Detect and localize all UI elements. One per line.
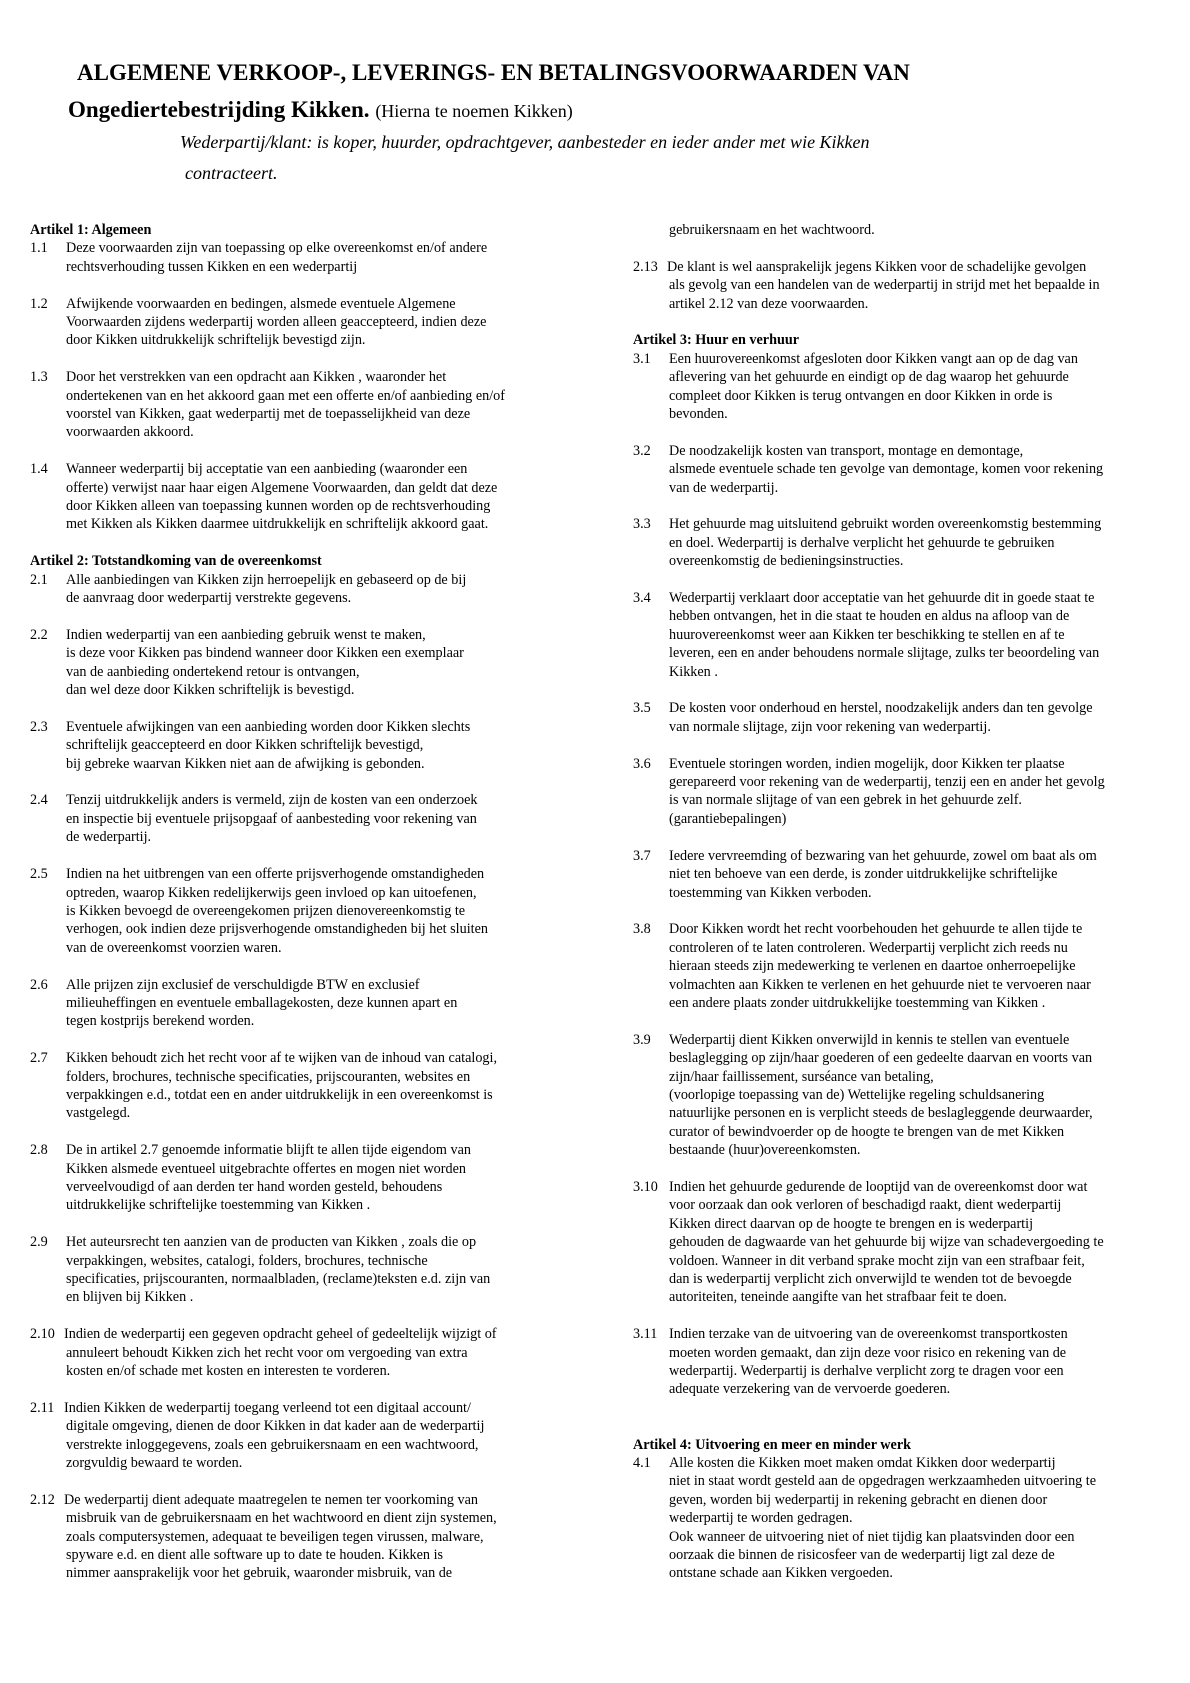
clause-line: zijn/haar faillissement, surséance van betaling,	[669, 1068, 934, 1085]
clause-line: De wederpartij dient adequate maatregelen te nemen ter voorkoming van	[64, 1491, 479, 1508]
clause-line: aflevering van het gehuurde en eindigt op de dag waarop het gehuurde	[669, 369, 1069, 386]
clause-2-1	[30, 571, 575, 608]
clause-line: Iedere vervreemding of bezwaring van het gehuurde, zowel om baat als om	[669, 847, 1097, 864]
company-alias: (Hierna te noemen Kikken)	[375, 101, 573, 121]
clause-line: ontstane schade aan Kikken vergoeden.	[669, 1565, 893, 1582]
clause-line: gebruikersnaam en het wachtwoord.	[669, 222, 875, 238]
clause-line: overeenkomstig de bedieningsinstructies.	[669, 553, 904, 570]
clause-line: voldoen. Wanneer in dit verband sprake mocht zijn van een strafbaar feit,	[669, 1252, 1085, 1269]
clause-number: 3.7	[633, 847, 651, 864]
clause-line: zoals computersystemen, adequaat te beveiligen tegen virussen, malware,	[66, 1528, 484, 1545]
clause-3-7	[633, 847, 1163, 902]
spacer	[633, 1417, 1163, 1435]
clause-line: bij gebreke waarvan Kikken niet aan de afwijking is gebonden.	[66, 755, 425, 772]
clause-number: 1.1	[30, 240, 48, 257]
clause-line: Kikken direct daarvan op de hoogte te brengen en is wederpartij	[669, 1215, 1034, 1232]
clause-line: alsmede eventuele schade ten gevolge van demontage, komen voor rekening	[669, 461, 1104, 478]
clause-4-1	[633, 1454, 1163, 1583]
clause-line: uitdrukkelijke schriftelijke toestemming van Kikken .	[66, 1197, 371, 1214]
clause-number: 3.5	[633, 700, 651, 717]
clause-line: Een huurovereenkomst afgesloten door Kikken vangt aan op de dag van	[669, 350, 1078, 367]
clause-2-8	[30, 1141, 575, 1215]
clause-2-3	[30, 718, 575, 773]
clause-line: volmachten aan Kikken te verlenen en het gehuurde niet te vervoeren naar	[669, 976, 1091, 993]
left-column	[30, 221, 575, 1601]
clause-line: wederpartij. Wederpartij is derhalve verplicht zorg te dragen voor een	[669, 1363, 1064, 1379]
clause-line: hieraan steeds zijn medewerking te verlenen en daartoe onherroepelijke	[669, 958, 1076, 975]
clause-line: Indien terzake van de uitvoering van de overeenkomst transportkosten	[669, 1326, 1068, 1343]
clause-2-6	[30, 976, 575, 1031]
clause-3-10	[633, 1178, 1163, 1307]
clause-number: 1.2	[30, 295, 48, 312]
clause-line: en blijven bij Kikken .	[66, 1289, 194, 1306]
clause-line: Wederpartij verklaart door acceptatie van het gehuurde dit in goede staat te	[669, 590, 1095, 607]
clause-line: (garantiebepalingen)	[669, 810, 787, 827]
clause-number: 2.9	[30, 1234, 48, 1251]
clause-line: Door Kikken wordt het recht voorbehouden het gehuurde te allen tijde te	[669, 921, 1083, 938]
right-column	[633, 221, 1163, 1601]
clause-line: hebben ontvangen, het in die staat te houden en aldus na afloop van de	[669, 608, 1070, 625]
clause-line: niet ten behoeve van een derde, is zonder uitdrukkelijke schriftelijke	[669, 866, 1058, 883]
clause-line: verpakkingen e.d., totdat een en ander uitdrukkelijk in een overeenkomst is	[66, 1086, 493, 1103]
clause-number: 2.3	[30, 718, 48, 735]
clause-line: van de overeenkomst voorzien waren.	[66, 939, 282, 956]
clause-line: dan wel deze door Kikken schriftelijk is bevestigd.	[66, 682, 355, 699]
company-title	[68, 95, 1128, 126]
clause-line: beslaglegging op zijn/haar goederen of een gedeelte daarvan en voorts van	[669, 1050, 1093, 1067]
clause-line: Wanneer wederpartij bij acceptatie van een aanbieding (waaronder een	[66, 461, 468, 478]
clause-line: De in artikel 2.7 genoemde informatie blijft te allen tijde eigendom van	[66, 1142, 472, 1159]
clause-line: moeten worden gemaakt, dan zijn deze voor risico en rekening van de	[669, 1344, 1067, 1361]
clause-number: 3.8	[633, 921, 651, 938]
clause-line: Het gehuurde mag uitsluitend gebruikt worden overeenkomstig bestemming	[669, 516, 1102, 533]
clause-2-2	[30, 626, 575, 700]
clause-line: is van normale slijtage of van een gebrek in het gehuurde zelf.	[669, 792, 1022, 809]
clause-line: Afwijkende voorwaarden en bedingen, alsmede eventuele Algemene	[66, 295, 456, 312]
clause-line: De noodzakelijk kosten van transport, montage en demontage,	[669, 442, 1024, 459]
clause-number: 3.2	[633, 442, 651, 459]
clause-line: voorwaarden akkoord.	[66, 424, 194, 441]
clause-line: niet in staat wordt gesteld aan de opgedragen werkzaamheden uitvoering te	[669, 1473, 1097, 1490]
clause-line: Indien de wederpartij een gegeven opdracht geheel of gedeeltelijk wijzigt of	[64, 1326, 497, 1343]
clause-number: 3.3	[633, 516, 651, 533]
clause-3-9	[633, 1031, 1163, 1160]
clause-1-1	[30, 239, 575, 276]
article-1-heading: Artikel 1: Algemeen	[30, 222, 152, 238]
clause-line: als gevolg van een handelen van de wederpartij in strijd met het bepaalde in	[669, 277, 1100, 294]
clause-line: is deze voor Kikken pas bindend wanneer door Kikken een exemplaar	[66, 645, 464, 662]
clause-line: verpakkingen, websites, catalogi, folders, brochures, technische	[66, 1252, 428, 1269]
clause-3-2	[633, 442, 1163, 497]
clause-line: Kikken alsmede eventueel uitgebrachte offertes en mogen niet worden	[66, 1160, 466, 1177]
clause-number: 2.5	[30, 866, 48, 883]
clause-line: een andere plaats zonder uitdrukkelijke toestemming van Kikken .	[669, 994, 1046, 1011]
clause-line: tegen kostprijs berekend worden.	[66, 1013, 255, 1030]
clause-line: is Kikken bevoegd de overeengekomen prijzen dienovereenkomstig te	[66, 902, 466, 919]
clause-line: Door het verstrekken van een opdracht aan Kikken , waaronder het	[66, 369, 447, 386]
clause-number: 2.4	[30, 792, 48, 809]
clause-line: van de wederpartij.	[669, 479, 779, 496]
clause-number: 2.11	[30, 1399, 55, 1416]
clause-line: digitale omgeving, dienen de door Kikken in dat kader aan de wederpartij	[66, 1418, 485, 1435]
clause-line: milieuheffingen en eventuele emballagekosten, deze kunnen apart en	[66, 994, 458, 1011]
clause-3-4	[633, 589, 1163, 681]
clause-3-5	[633, 699, 1163, 736]
article-2-heading: Artikel 2: Totstandkoming van de overeenkomst	[30, 553, 322, 570]
clause-number: 2.1	[30, 571, 48, 588]
clause-number: 2.6	[30, 976, 48, 993]
clause-line: de wederpartij.	[66, 829, 152, 846]
clause-line: door Kikken alleen van toepassing kunnen worden op de rechtsverhouding	[66, 498, 491, 515]
clause-line: schriftelijk geaccepteerd en door Kikken schriftelijk bevestigd,	[66, 737, 424, 754]
clause-line: Indien wederpartij van een aanbieding gebruik wenst te maken,	[66, 626, 426, 643]
clause-line: rechtsverhouding tussen Kikken en een wederpartij	[66, 258, 358, 275]
clause-line: Kikken .	[669, 663, 718, 680]
clause-line: Alle kosten die Kikken moet maken omdat Kikken door wederpartij	[669, 1455, 1056, 1471]
clause-1-2	[30, 295, 575, 350]
clause-line: dan is wederpartij verplicht zich onverwijld te wenden tot de bevoegde	[669, 1270, 1072, 1287]
clause-2-10	[30, 1325, 575, 1380]
clause-3-3	[633, 515, 1163, 570]
clause-line: Voorwaarden zijdens wederpartij worden alleen geaccepteerd, indien deze	[66, 314, 487, 331]
clause-3-11	[633, 1325, 1163, 1399]
clause-line: controleren of te laten controleren. Wederpartij verplicht zich reeds nu	[669, 939, 1068, 956]
clause-number: 1.4	[30, 461, 48, 478]
clause-line: verstrekte inloggegevens, zoals een gebruikersnaam en een wachtwoord,	[66, 1436, 479, 1453]
clause-line: Alle aanbiedingen van Kikken zijn herroepelijk en gebaseerd op de bij	[66, 571, 467, 588]
clause-line: geven, worden bij wederpartij in rekening gebracht en dienen door	[669, 1491, 1048, 1508]
company-name: Ongediertebestrijding Kikken.	[68, 97, 370, 122]
clause-line: van de aanbieding ondertekend retour is ontvangen,	[66, 663, 360, 680]
clause-line: annuleert behoudt Kikken zich het recht voor om vergoeding van extra	[66, 1344, 468, 1361]
clause-line: specificaties, prijscouranten, normaalbladen, (reclame)teksten e.d. zijn van	[66, 1270, 491, 1287]
clause-2-12-continued	[633, 221, 1163, 239]
clause-number: 2.8	[30, 1142, 48, 1159]
clause-number: 3.11	[633, 1326, 658, 1343]
clause-line: Indien na het uitbrengen van een offerte prijsverhogende omstandigheden	[66, 866, 485, 883]
clause-number: 2.10	[30, 1326, 55, 1343]
clause-2-12	[30, 1491, 575, 1583]
clause-line: door Kikken uitdrukkelijk schriftelijk bevestigd zijn.	[66, 332, 366, 349]
clause-line: huurovereenkomst weer aan Kikken ter beschikking te stellen en af te	[669, 626, 1065, 643]
clause-line: Ook wanneer de uitvoering niet of niet tijdig kan plaatsvinden door een	[669, 1528, 1075, 1545]
clause-3-1	[633, 350, 1163, 424]
clause-number: 1.3	[30, 369, 48, 386]
clause-2-5	[30, 865, 575, 957]
clause-line: vastgelegd.	[66, 1105, 131, 1122]
clause-2-7	[30, 1049, 575, 1123]
clause-line: misbruik van de gebruikersnaam en het wachtwoord en dient zijn systemen,	[66, 1510, 497, 1527]
clause-line: Eventuele storingen worden, indien mogelijk, door Kikken ter plaatse	[669, 755, 1065, 772]
clause-line: offerte) verwijst naar haar eigen Algemene Voorwaarden, dan geldt dat deze	[66, 479, 498, 496]
clause-line: toestemming van Kikken verboden.	[669, 884, 872, 901]
clause-line: nimmer aansprakelijk voor het gebruik, waaronder misbruik, van de	[66, 1565, 453, 1582]
clause-line: voorstel van Kikken, gaat wederpartij met de toepasselijkheid van deze	[66, 406, 471, 423]
clause-3-8	[633, 920, 1163, 1012]
intro-line: contracteert.	[185, 163, 278, 183]
clause-line: Tenzij uitdrukkelijk anders is vermeld, zijn de kosten van een onderzoek	[66, 792, 478, 809]
clause-line: Alle prijzen zijn exclusief de verschuldigde BTW en exclusief	[66, 976, 420, 993]
clause-line: curator of bewindvoerder op de hoogte te brengen van de met Kikken	[669, 1123, 1065, 1140]
clause-line: Kikken behoudt zich het recht voor af te wijken van de inhoud van catalogi,	[66, 1050, 498, 1067]
clause-line: Wederpartij dient Kikken onverwijld in kennis te stellen van eventuele	[669, 1031, 1070, 1048]
clause-line: kosten en/of schade met kosten en interesten te vorderen.	[66, 1362, 391, 1379]
clause-number: 2.12	[30, 1491, 55, 1508]
clause-2-9	[30, 1233, 575, 1307]
clause-line: van normale slijtage, zijn voor rekening van wederpartij.	[669, 718, 991, 735]
clause-line: ondertekenen van en het akkoord gaan met een offerte en/of aanbieding en/of	[66, 387, 505, 404]
clause-line: Deze voorwaarden zijn van toepassing op elke overeenkomst en/of andere	[66, 240, 488, 257]
clause-number: 2.13	[633, 258, 658, 275]
clause-line: optreden, waarop Kikken redelijkerwijs geen invloed op kan uitoefenen,	[66, 884, 477, 901]
clause-line: natuurlijke personen en is verplicht steeds de beslagleggende deurwaarder,	[669, 1105, 1093, 1122]
clause-line: verveelvoudigd of aan derden ter hand worden gesteld, behoudens	[66, 1178, 443, 1195]
clause-line: artikel 2.12 van deze voorwaarden.	[669, 295, 869, 312]
clause-line: zorgvuldig bewaard te worden.	[66, 1455, 243, 1471]
clause-line: bestaande (huur)overeenkomsten.	[669, 1142, 861, 1159]
clause-line: bevonden.	[669, 406, 728, 423]
clause-line: voor oorzaak dan ook verloren of beschadigd raakt, dient wederpartij	[669, 1197, 1062, 1214]
clause-line: spyware e.d. en dient alle software up to date te houden. Kikken is	[66, 1547, 444, 1564]
clause-line: gehouden de dagwaarde van het gehuurde bij wijze van schadevergoeding te	[669, 1234, 1104, 1251]
clause-line: (voorlopige toepassing van de) Wettelijke regeling schuldsanering	[669, 1086, 1045, 1103]
clause-line: Indien Kikken de wederpartij toegang verleend tot een digitaal account/	[64, 1399, 471, 1416]
clause-number: 2.7	[30, 1050, 48, 1067]
clause-line: met Kikken als Kikken daarmee uitdrukkelijk en schriftelijk akkoord gaat.	[66, 516, 489, 533]
clause-line: en inspectie bij eventuele prijsopgaaf of aanbesteding voor rekening van	[66, 810, 477, 827]
clause-line: Het auteursrecht ten aanzien van de producten van Kikken , zoals die op	[66, 1234, 477, 1251]
clause-line: De klant is wel aansprakelijk jegens Kikken voor de schadelijke gevolgen	[667, 258, 1087, 275]
clause-2-13	[633, 258, 1163, 313]
clause-line: de aanvraag door wederpartij verstrekte gegevens.	[66, 590, 352, 607]
clause-2-4	[30, 791, 575, 846]
clause-line: leveren, een en ander behoudens normale slijtage, zulks ter beoordeling van	[669, 645, 1100, 662]
clause-line: autoriteiten, teneinde aangifte van het strafbaar feit te doen.	[669, 1289, 1007, 1306]
clause-number: 2.2	[30, 626, 48, 643]
clause-number: 3.9	[633, 1031, 651, 1048]
article-3-heading: Artikel 3: Huur en verhuur	[633, 332, 800, 349]
clause-line: compleet door Kikken is terug ontvangen en door Kikken in orde is	[669, 387, 1053, 404]
clause-line: verhogen, ook indien deze prijsverhogende omstandigheden bij het sluiten	[66, 921, 488, 938]
intro-line: Wederpartij/klant: is koper, huurder, opdrachtgever, aanbesteder en ieder ander met wie Kikken	[180, 132, 870, 152]
document-title: ALGEMENE VERKOOP-, LEVERINGS- EN BETALINGSVOORWAARDEN VAN	[77, 60, 910, 85]
article-4-heading: Artikel 4: Uitvoering en meer en minder werk	[633, 1436, 912, 1453]
clause-2-11	[30, 1399, 575, 1473]
clause-line: adequate verzekering van de vervoerde goederen.	[669, 1381, 951, 1398]
clause-number: 3.4	[633, 590, 651, 607]
clause-line: De kosten voor onderhoud en herstel, noodzakelijk anders dan ten gevolge	[669, 700, 1093, 717]
intro-definition	[180, 127, 1000, 189]
clause-line: en doel. Wederpartij is derhalve verplicht het gehuurde te gebruiken	[669, 534, 1055, 551]
clause-number: 3.10	[633, 1178, 658, 1195]
clause-3-6	[633, 755, 1163, 829]
clause-line: gerepareerd voor rekening van de wederpartij, tenzij een en ander het gevolg	[669, 774, 1105, 791]
clause-number: 4.1	[633, 1455, 651, 1471]
clause-line: oorzaak die binnen de risicosfeer van de wederpartij ligt zal deze de	[669, 1547, 1055, 1564]
clause-1-4	[30, 460, 575, 534]
clause-number: 3.6	[633, 755, 651, 772]
clause-line: wederpartij te worden gedragen.	[669, 1510, 853, 1527]
clause-1-3	[30, 368, 575, 442]
clause-line: folders, brochures, technische specificaties, prijscouranten, websites en	[66, 1068, 471, 1085]
clause-line: Eventuele afwijkingen van een aanbieding worden door Kikken slechts	[66, 718, 471, 735]
clause-line: Indien het gehuurde gedurende de looptijd van de overeenkomst door wat	[669, 1178, 1088, 1195]
clause-number: 3.1	[633, 350, 651, 367]
